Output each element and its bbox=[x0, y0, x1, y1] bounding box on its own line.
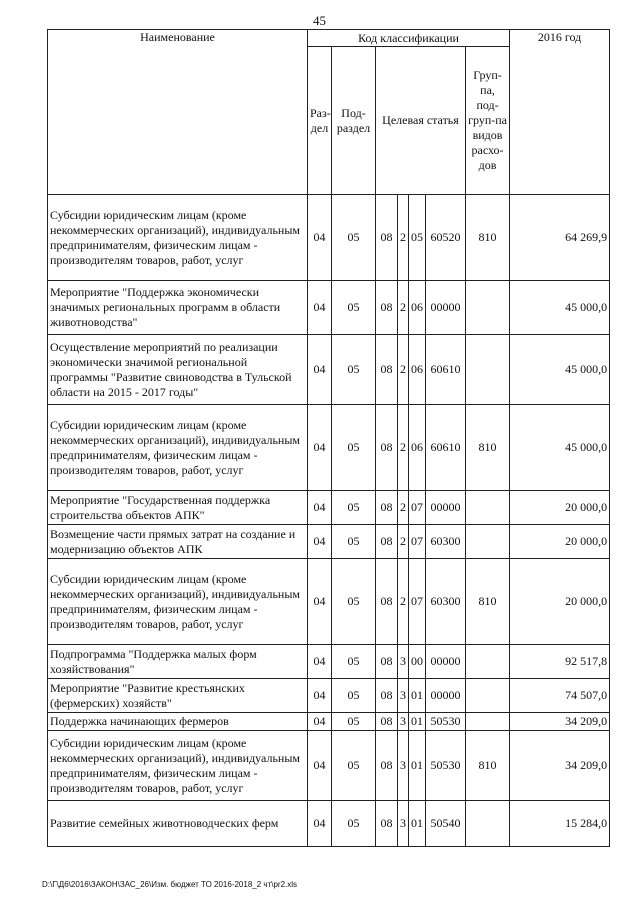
subsection-code: 05 bbox=[332, 645, 376, 679]
target-code-1: 08 bbox=[376, 559, 398, 645]
target-code-3: 06 bbox=[409, 281, 426, 335]
target-code-2: 2 bbox=[398, 281, 409, 335]
subsection-code: 05 bbox=[332, 525, 376, 559]
target-code-3: 07 bbox=[409, 559, 426, 645]
target-code-4: 50530 bbox=[426, 731, 466, 801]
section-code: 04 bbox=[308, 491, 332, 525]
expense-group-code: 810 bbox=[466, 405, 510, 491]
page-number: 45 bbox=[313, 13, 326, 28]
target-code-4: 60300 bbox=[426, 525, 466, 559]
amount: 34 209,0 bbox=[510, 713, 610, 731]
expense-group-code bbox=[466, 335, 510, 405]
target-code-4: 50530 bbox=[426, 713, 466, 731]
subsection-code: 05 bbox=[332, 491, 376, 525]
target-code-3: 00 bbox=[409, 645, 426, 679]
row-name: Мероприятие "Поддержка экономически значимых региональных программ в области животноводства" bbox=[48, 281, 308, 335]
header-section: Раз-дел bbox=[308, 47, 332, 195]
target-code-2: 3 bbox=[398, 731, 409, 801]
amount: 20 000,0 bbox=[510, 559, 610, 645]
subsection-code: 05 bbox=[332, 679, 376, 713]
target-code-2: 3 bbox=[398, 645, 409, 679]
target-code-2: 3 bbox=[398, 679, 409, 713]
subsection-code: 05 bbox=[332, 195, 376, 281]
budget-table bbox=[47, 29, 610, 847]
section-code: 04 bbox=[308, 559, 332, 645]
target-code-2: 2 bbox=[398, 491, 409, 525]
target-code-1: 08 bbox=[376, 195, 398, 281]
target-code-3: 06 bbox=[409, 335, 426, 405]
target-code-3: 01 bbox=[409, 679, 426, 713]
subsection-code: 05 bbox=[332, 713, 376, 731]
amount: 34 209,0 bbox=[510, 731, 610, 801]
target-code-1: 08 bbox=[376, 525, 398, 559]
file-path-footer: D:\Г\Д6\2016\ЗАКОН\ЗАС_26\Изм. бюджет ТО 2016-2018_2 чт\pr2.xls bbox=[42, 880, 298, 889]
row-name: Возмещение части прямых затрат на создание и модернизацию объектов АПК bbox=[48, 525, 308, 559]
target-code-1: 08 bbox=[376, 679, 398, 713]
section-code: 04 bbox=[308, 731, 332, 801]
target-code-1: 08 bbox=[376, 801, 398, 847]
table-row bbox=[48, 491, 610, 525]
target-code-4: 00000 bbox=[426, 645, 466, 679]
amount: 20 000,0 bbox=[510, 525, 610, 559]
section-code: 04 bbox=[308, 525, 332, 559]
target-code-4: 00000 bbox=[426, 281, 466, 335]
target-code-3: 01 bbox=[409, 713, 426, 731]
section-code: 04 bbox=[308, 713, 332, 731]
expense-group-code bbox=[466, 491, 510, 525]
target-code-2: 2 bbox=[398, 559, 409, 645]
target-code-3: 05 bbox=[409, 195, 426, 281]
amount: 45 000,0 bbox=[510, 335, 610, 405]
section-code: 04 bbox=[308, 281, 332, 335]
subsection-code: 05 bbox=[332, 281, 376, 335]
amount: 92 517,8 bbox=[510, 645, 610, 679]
header-expense-group: Груп-па, под-груп-па видов расхо-дов bbox=[466, 47, 510, 195]
target-code-1: 08 bbox=[376, 281, 398, 335]
row-name: Мероприятие "Развитие крестьянских (фермерских) хозяйств" bbox=[48, 679, 308, 713]
section-code: 04 bbox=[308, 679, 332, 713]
row-name: Субсидии юридическим лицам (кроме некоммерческих организаций), индивидуальным предпринимателям, физическим лицам - производителям товаров, работ, услуг bbox=[48, 405, 308, 491]
expense-group-code bbox=[466, 281, 510, 335]
target-code-1: 08 bbox=[376, 645, 398, 679]
table-row bbox=[48, 281, 610, 335]
table-row bbox=[48, 645, 610, 679]
section-code: 04 bbox=[308, 801, 332, 847]
target-code-1: 08 bbox=[376, 731, 398, 801]
table-row bbox=[48, 195, 610, 281]
target-code-3: 06 bbox=[409, 405, 426, 491]
subsection-code: 05 bbox=[332, 405, 376, 491]
target-code-4: 60520 bbox=[426, 195, 466, 281]
target-code-2: 2 bbox=[398, 405, 409, 491]
target-code-4: 60610 bbox=[426, 405, 466, 491]
row-name: Подпрограмма "Поддержка малых форм хозяйствования" bbox=[48, 645, 308, 679]
section-code: 04 bbox=[308, 335, 332, 405]
expense-group-code: 810 bbox=[466, 731, 510, 801]
header-name: Наименование bbox=[48, 30, 308, 195]
table-row bbox=[48, 559, 610, 645]
row-name: Осуществление мероприятий по реализации экономически значимой региональной программы "Развитие свиноводства в Тульской области на 2015 - 2017 годы" bbox=[48, 335, 308, 405]
amount: 64 269,9 bbox=[510, 195, 610, 281]
section-code: 04 bbox=[308, 645, 332, 679]
expense-group-code bbox=[466, 713, 510, 731]
expense-group-code bbox=[466, 801, 510, 847]
table-row bbox=[48, 525, 610, 559]
row-name: Субсидии юридическим лицам (кроме некоммерческих организаций), индивидуальным предпринимателям, физическим лицам - производителям товаров, работ, услуг bbox=[48, 731, 308, 801]
expense-group-code bbox=[466, 525, 510, 559]
table-row bbox=[48, 405, 610, 491]
amount: 20 000,0 bbox=[510, 491, 610, 525]
row-name: Развитие семейных животноводческих ферм bbox=[48, 801, 308, 847]
expense-group-code bbox=[466, 679, 510, 713]
target-code-3: 01 bbox=[409, 731, 426, 801]
header-year: 2016 год bbox=[510, 30, 610, 195]
amount: 45 000,0 bbox=[510, 281, 610, 335]
row-name: Субсидии юридическим лицам (кроме некоммерческих организаций), индивидуальным предпринимателям, физическим лицам - производителям товаров, работ, услуг bbox=[48, 195, 308, 281]
target-code-1: 08 bbox=[376, 335, 398, 405]
target-code-2: 3 bbox=[398, 713, 409, 731]
target-code-4: 60610 bbox=[426, 335, 466, 405]
target-code-2: 2 bbox=[398, 195, 409, 281]
target-code-4: 00000 bbox=[426, 491, 466, 525]
table-row bbox=[48, 335, 610, 405]
table-row bbox=[48, 679, 610, 713]
expense-group-code: 810 bbox=[466, 195, 510, 281]
amount: 45 000,0 bbox=[510, 405, 610, 491]
header-subsection: Под-раздел bbox=[332, 47, 376, 195]
subsection-code: 05 bbox=[332, 559, 376, 645]
target-code-3: 07 bbox=[409, 491, 426, 525]
header-classification: Код классификации bbox=[308, 30, 510, 47]
target-code-3: 07 bbox=[409, 525, 426, 559]
row-name: Мероприятие "Государственная поддержка строительства объектов АПК" bbox=[48, 491, 308, 525]
target-code-2: 2 bbox=[398, 335, 409, 405]
subsection-code: 05 bbox=[332, 731, 376, 801]
target-code-1: 08 bbox=[376, 713, 398, 731]
table-row bbox=[48, 713, 610, 731]
header-target: Целевая статья bbox=[376, 47, 466, 195]
section-code: 04 bbox=[308, 405, 332, 491]
target-code-1: 08 bbox=[376, 491, 398, 525]
amount: 15 284,0 bbox=[510, 801, 610, 847]
expense-group-code bbox=[466, 645, 510, 679]
subsection-code: 05 bbox=[332, 801, 376, 847]
section-code: 04 bbox=[308, 195, 332, 281]
target-code-4: 50540 bbox=[426, 801, 466, 847]
target-code-1: 08 bbox=[376, 405, 398, 491]
expense-group-code: 810 bbox=[466, 559, 510, 645]
row-name: Поддержка начинающих фермеров bbox=[48, 713, 308, 731]
amount: 74 507,0 bbox=[510, 679, 610, 713]
table-body bbox=[48, 195, 610, 847]
target-code-4: 60300 bbox=[426, 559, 466, 645]
target-code-3: 01 bbox=[409, 801, 426, 847]
target-code-4: 00000 bbox=[426, 679, 466, 713]
target-code-2: 2 bbox=[398, 525, 409, 559]
row-name: Субсидии юридическим лицам (кроме некоммерческих организаций), индивидуальным предпринимателям, физическим лицам - производителям товаров, работ, услуг bbox=[48, 559, 308, 645]
table-row bbox=[48, 731, 610, 801]
target-code-2: 3 bbox=[398, 801, 409, 847]
table-row bbox=[48, 801, 610, 847]
subsection-code: 05 bbox=[332, 335, 376, 405]
